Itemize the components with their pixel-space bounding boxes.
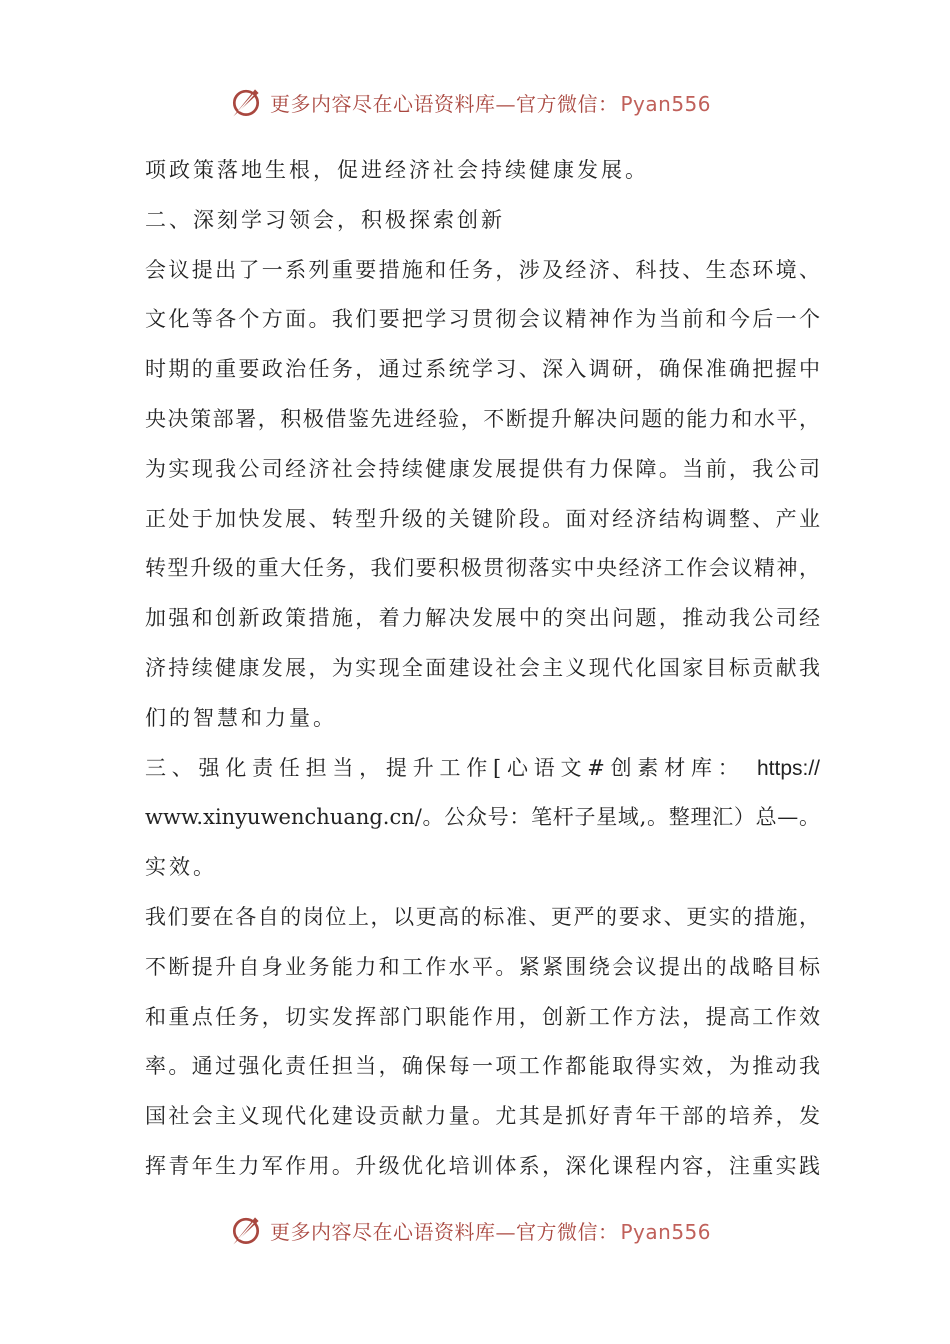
section-heading: 三、强化责任担当，提升工作[心语文#创素材库： https://	[145, 755, 820, 780]
paragraph-line: 正处于加快发展、转型升级的关键阶段。面对经济结构调整、产业	[145, 506, 820, 531]
banner-text: 更多内容尽在心语资料库—官方微信： Pyan556	[270, 91, 712, 116]
quill-logo-icon	[228, 84, 264, 120]
paragraph-line: 为实现我公司经济社会持续健康发展提供有力保障。当前，我公司	[145, 456, 820, 481]
banner-text: 更多内容尽在心语资料库—官方微信： Pyan556	[270, 1219, 712, 1244]
quill-logo-icon	[228, 1212, 264, 1248]
paragraph-line: 加强和创新政策措施，着力解决发展中的突出问题，推动我公司经	[145, 606, 820, 631]
url-prefix: https://	[756, 756, 820, 780]
paragraph-line: 实效。	[145, 855, 217, 880]
paragraph-line: 会议提出了一系列重要措施和任务，涉及经济、科技、生态环境、	[145, 257, 820, 282]
wechat-id: Pyan556	[620, 1219, 712, 1244]
header-banner	[228, 84, 711, 120]
paragraph-line: 时期的重要政治任务，通过系统学习、深入调研，确保准确把握中	[145, 357, 820, 382]
paragraph-line: 转型升级的重大任务，我们要积极贯彻落实中央经济工作会议精神，	[145, 556, 820, 581]
paragraph-line: 我们要在各自的岗位上，以更高的标准、更严的要求、更实的措施，	[145, 904, 820, 929]
footer-banner	[228, 1212, 711, 1248]
paragraph-line: 济持续健康发展，为实现全面建设社会主义现代化国家目标贡献我	[145, 655, 820, 680]
paragraph-line: 文化等各个方面。我们要把学习贯彻会议精神作为当前和今后一个	[145, 307, 820, 332]
paragraph-line: www.xinyuwenchuang.cn/。公众号：笔杆子星域,。整理汇）总—。	[145, 805, 820, 830]
section-heading: 二、深刻学习领会，积极探索创新	[145, 207, 505, 232]
paragraph-line: 们的智慧和力量。	[145, 705, 337, 730]
paragraph-line: 率。通过强化责任担当，确保每一项工作都能取得实效，为推动我	[145, 1054, 820, 1079]
paragraph-line: 挥青年生力军作用。升级优化培训体系，深化课程内容，注重实践	[145, 1153, 820, 1178]
wechat-id: Pyan556	[620, 91, 712, 116]
paragraph-line: 国社会主义现代化建设贡献力量。尤其是抓好青年干部的培养，发	[145, 1104, 820, 1129]
paragraph-line: 央决策部署，积极借鉴先进经验，不断提升解决问题的能力和水平，	[145, 406, 820, 431]
paragraph-line: 项政策落地生根，促进经济社会持续健康发展。	[145, 158, 649, 182]
paragraph-line: 不断提升自身业务能力和工作水平。紧紧围绕会议提出的战略目标	[145, 954, 820, 979]
paragraph-line: 和重点任务，切实发挥部门职能作用，创新工作方法，提高工作效	[145, 1004, 820, 1029]
document-body	[145, 152, 820, 1198]
